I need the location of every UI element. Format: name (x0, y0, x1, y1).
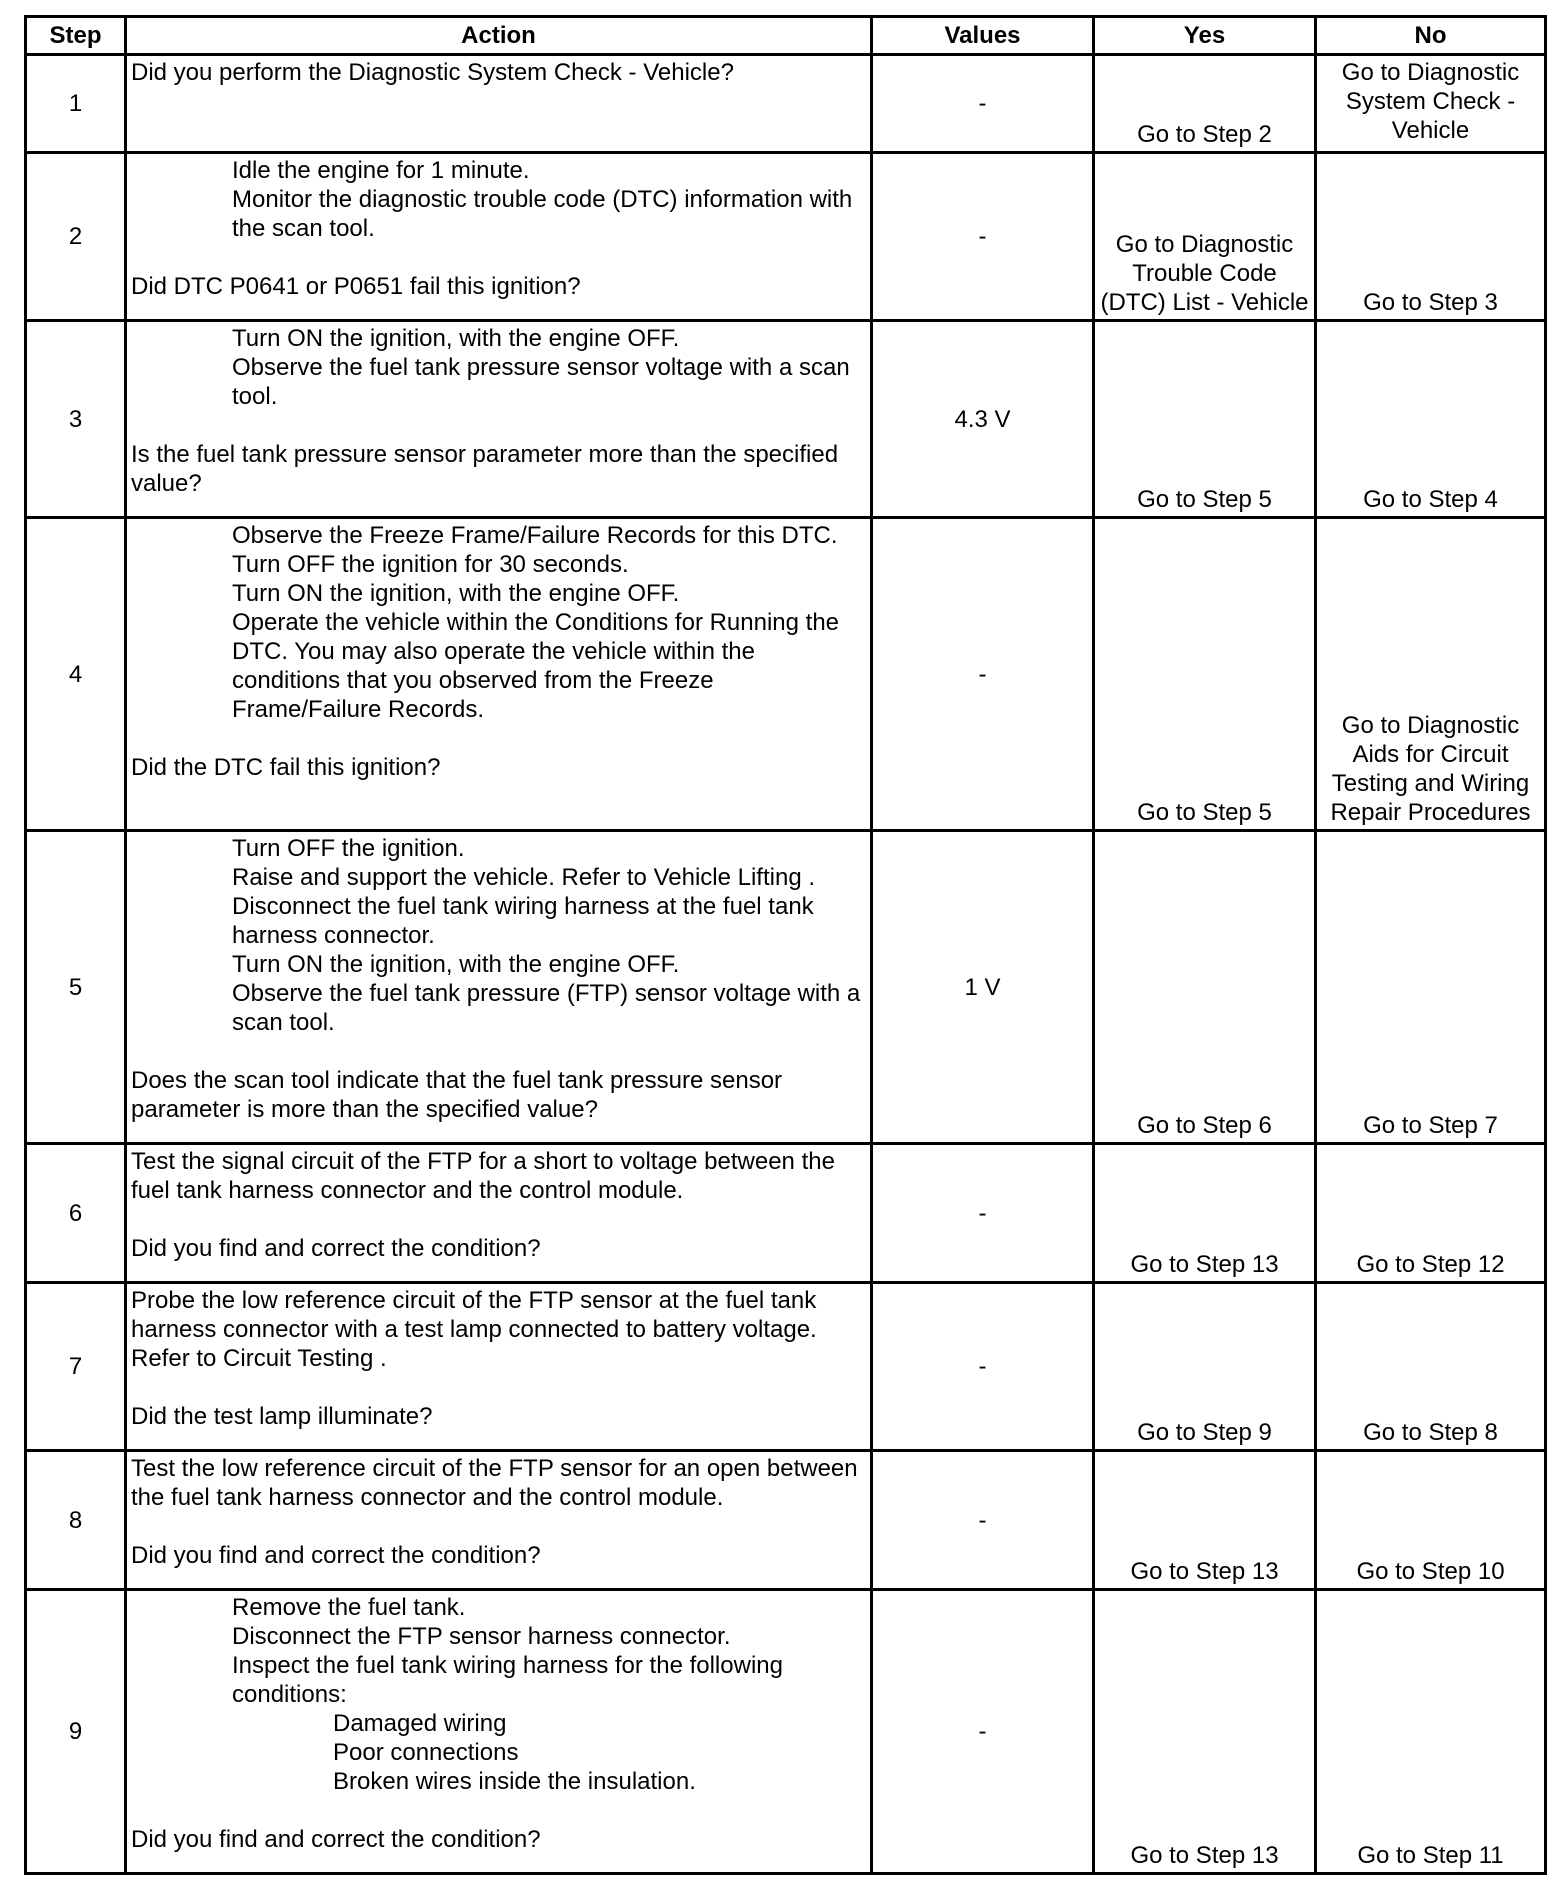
action-question: Did the test lamp illuminate? (131, 1403, 433, 1430)
yes-cell: Go to Step 2 (1094, 55, 1316, 153)
action-instruction: Turn OFF the ignition. (232, 835, 465, 862)
action-cell (126, 1590, 872, 1874)
no-cell: Go to Step 8 (1316, 1283, 1546, 1451)
action-instruction: Observe the fuel tank pressure sensor voltage with a scan tool. (232, 354, 850, 410)
no-cell: Go to Step 11 (1316, 1590, 1546, 1874)
table-row (26, 518, 1546, 831)
action-cell (126, 1144, 872, 1283)
action-question: Did you find and correct the condition? (131, 1542, 541, 1569)
header-row (26, 17, 1546, 55)
header-no: No (1316, 17, 1546, 55)
step-number: 4 (26, 518, 126, 831)
yes-cell: Go to Step 13 (1094, 1144, 1316, 1283)
table-row (26, 55, 1546, 153)
value-cell: - (872, 153, 1094, 321)
action-cell (126, 831, 872, 1144)
action-instruction: Idle the engine for 1 minute. (232, 157, 530, 184)
yes-cell: Go to Step 6 (1094, 831, 1316, 1144)
value-cell: - (872, 55, 1094, 153)
no-cell: Go to Step 10 (1316, 1451, 1546, 1590)
action-cell (126, 153, 872, 321)
action-question: Is the fuel tank pressure sensor parameter more than the specified value? (131, 441, 839, 497)
yes-cell: Go to Step 9 (1094, 1283, 1316, 1451)
action-instruction: Turn ON the ignition, with the engine OFF. (232, 325, 680, 352)
table-row (26, 1451, 1546, 1590)
action-cell (126, 1283, 872, 1451)
diagnostic-table (24, 15, 1547, 1875)
action-cell (126, 321, 872, 518)
header-step: Step (26, 17, 126, 55)
step-number: 6 (26, 1144, 126, 1283)
action-question: Did the DTC fail this ignition? (131, 754, 441, 781)
no-cell: Go to Diagnostic Aids for Circuit Testing and Wiring Repair Procedures (1316, 518, 1546, 831)
action-cell (126, 518, 872, 831)
action-lead: Probe the low reference circuit of the FTP sensor at the fuel tank harness connector with a test lamp connected to battery voltage. Refer to Circuit Testing . (131, 1287, 817, 1372)
action-instruction: Turn ON the ignition, with the engine OFF. (232, 951, 680, 978)
action-lead: Test the signal circuit of the FTP for a short to voltage between the fuel tank harness connector and the control module. (131, 1148, 835, 1204)
action-instruction: Remove the fuel tank. (232, 1594, 466, 1621)
action-cell (126, 1451, 872, 1590)
action-instruction: Observe the fuel tank pressure (FTP) sensor voltage with a scan tool. (232, 980, 861, 1036)
no-cell: Go to Step 4 (1316, 321, 1546, 518)
action-instruction: Raise and support the vehicle. Refer to Vehicle Lifting . (232, 864, 816, 891)
step-number: 5 (26, 831, 126, 1144)
table-row (26, 831, 1546, 1144)
action-instruction: Disconnect the FTP sensor harness connector. (232, 1623, 731, 1650)
action-question: Did you perform the Diagnostic System Check - Vehicle? (131, 59, 734, 86)
yes-cell: Go to Step 5 (1094, 321, 1316, 518)
no-cell: Go to Step 12 (1316, 1144, 1546, 1283)
value-cell: 1 V (872, 831, 1094, 1144)
action-sub-instruction: Poor connections (333, 1739, 519, 1766)
action-instruction: Disconnect the fuel tank wiring harness at the fuel tank harness connector. (232, 893, 814, 949)
value-cell: - (872, 518, 1094, 831)
step-number: 7 (26, 1283, 126, 1451)
action-instruction: Observe the Freeze Frame/Failure Records for this DTC. (232, 522, 838, 549)
header-yes: Yes (1094, 17, 1316, 55)
value-cell: - (872, 1144, 1094, 1283)
action-instruction: Turn ON the ignition, with the engine OFF. (232, 580, 680, 607)
action-question: Does the scan tool indicate that the fuel tank pressure sensor parameter is more than the specified value? (131, 1067, 783, 1123)
action-instruction: Operate the vehicle within the Conditions for Running the DTC. You may also operate the vehicle within the conditions that you observed from the Freeze Frame/Failure Records. (232, 609, 840, 723)
action-question: Did DTC P0641 or P0651 fail this ignition? (131, 273, 581, 300)
action-cell (126, 55, 872, 153)
action-question: Did you find and correct the condition? (131, 1235, 541, 1262)
header-values: Values (872, 17, 1094, 55)
no-cell: Go to Step 7 (1316, 831, 1546, 1144)
action-instruction: Turn OFF the ignition for 30 seconds. (232, 551, 629, 578)
step-number: 9 (26, 1590, 126, 1874)
header-action: Action (126, 17, 872, 55)
table-row (26, 1283, 1546, 1451)
value-cell: 4.3 V (872, 321, 1094, 518)
action-instruction: Inspect the fuel tank wiring harness for the following conditions: (232, 1652, 783, 1708)
value-cell: - (872, 1590, 1094, 1874)
value-cell: - (872, 1451, 1094, 1590)
value-cell: - (872, 1283, 1094, 1451)
action-lead: Test the low reference circuit of the FTP sensor for an open between the fuel tank harness connector and the control module. (131, 1455, 858, 1511)
yes-cell: Go to Step 13 (1094, 1590, 1316, 1874)
table-row (26, 321, 1546, 518)
action-sub-instruction: Damaged wiring (333, 1710, 507, 1737)
no-cell: Go to Diagnostic System Check - Vehicle (1316, 55, 1546, 153)
table-row (26, 1590, 1546, 1874)
step-number: 3 (26, 321, 126, 518)
yes-cell: Go to Step 13 (1094, 1451, 1316, 1590)
table-row (26, 153, 1546, 321)
action-sub-instruction: Broken wires inside the insulation. (333, 1768, 696, 1795)
step-number: 8 (26, 1451, 126, 1590)
yes-cell: Go to Diagnostic Trouble Code (DTC) List - Vehicle (1094, 153, 1316, 321)
no-cell: Go to Step 3 (1316, 153, 1546, 321)
table-row (26, 1144, 1546, 1283)
yes-cell: Go to Step 5 (1094, 518, 1316, 831)
step-number: 1 (26, 55, 126, 153)
step-number: 2 (26, 153, 126, 321)
action-question: Did you find and correct the condition? (131, 1826, 541, 1853)
action-instruction: Monitor the diagnostic trouble code (DTC) information with the scan tool. (232, 186, 853, 242)
